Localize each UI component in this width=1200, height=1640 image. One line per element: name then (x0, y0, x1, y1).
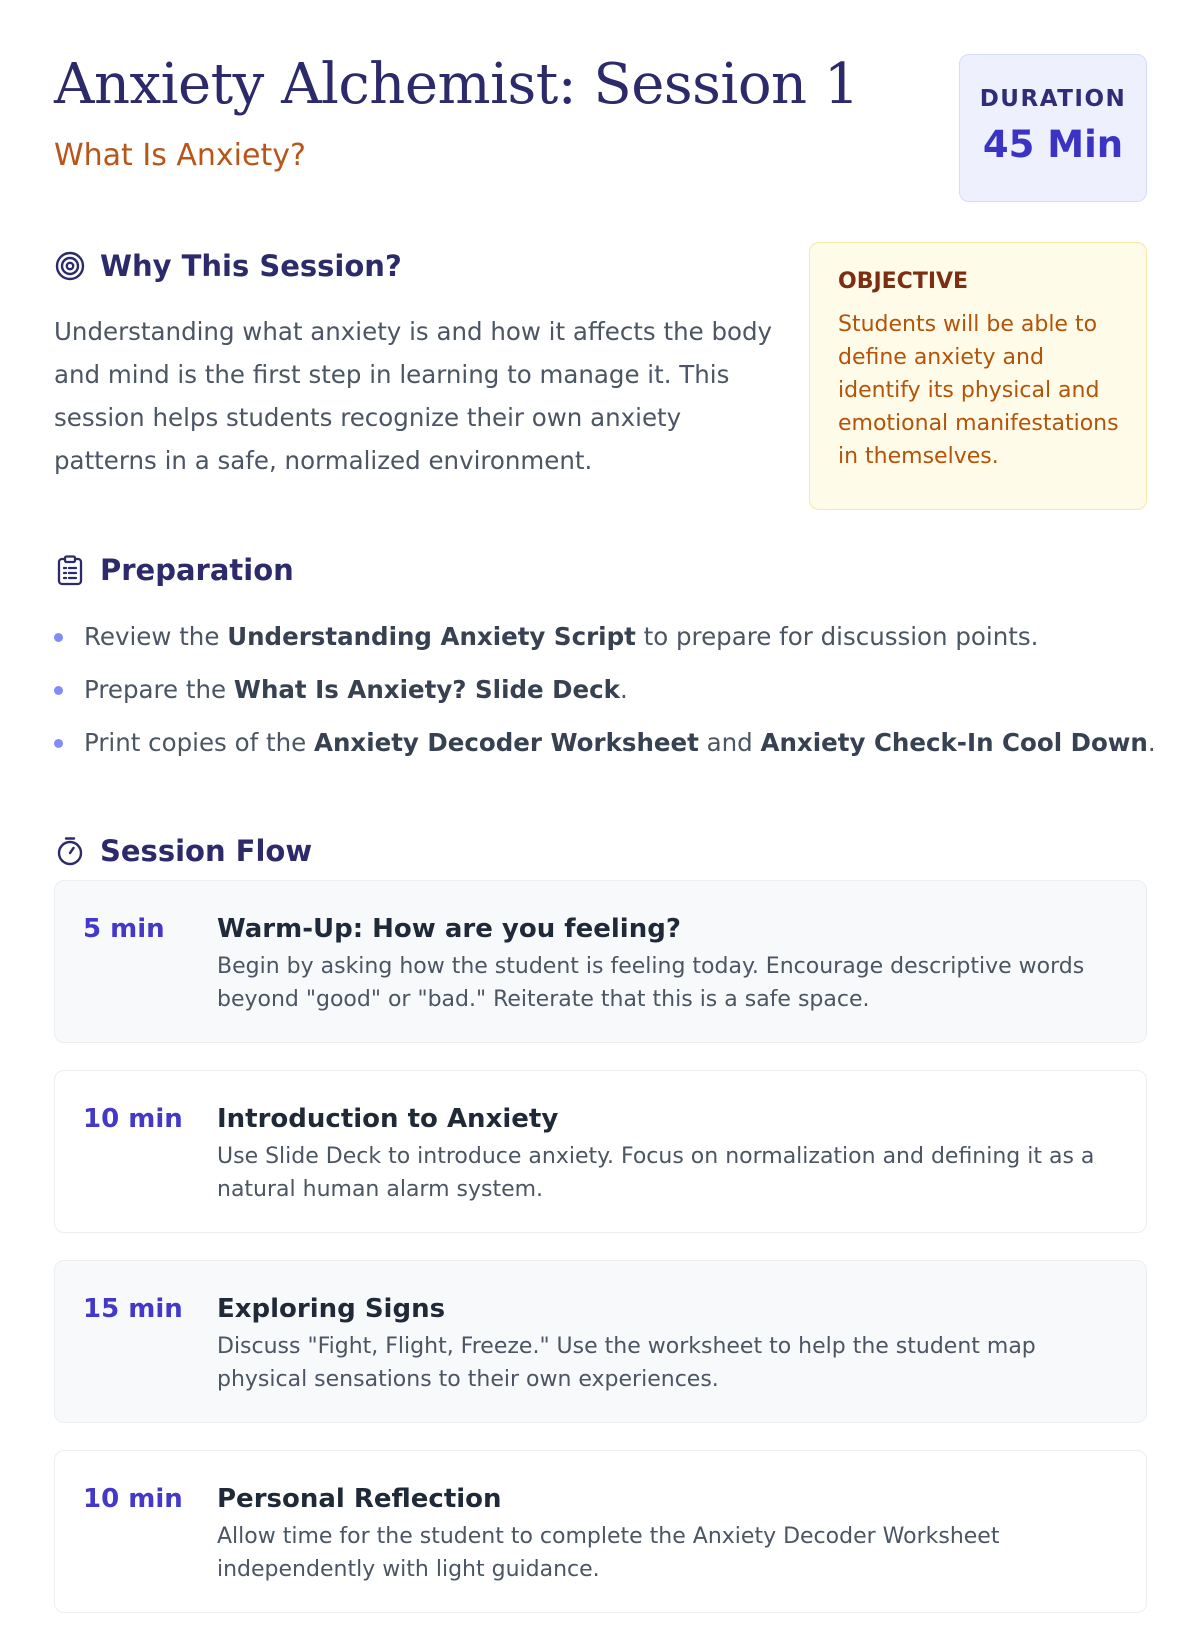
flow-step-card (54, 1260, 1147, 1423)
flow-step-title: Exploring Signs (217, 1294, 446, 1324)
flow-step-title: Warm-Up: How are you feeling? (217, 914, 681, 944)
session-flow-heading-text: Session Flow (100, 834, 313, 868)
flow-step-card (54, 1450, 1147, 1613)
why-section (54, 232, 1147, 550)
objective-card (809, 242, 1147, 510)
bullet-icon (54, 739, 63, 748)
objective-text: Students will be able to define anxiety and identify its physical and emotional manifestations in themselves. (838, 312, 1119, 469)
duration-label: DURATION (979, 86, 1127, 112)
page-title: Anxiety Alchemist: Session 1 (54, 52, 860, 117)
target-icon (54, 250, 86, 282)
flow-step-title: Introduction to Anxiety (217, 1104, 559, 1134)
preparation-list (54, 610, 1156, 769)
flow-step-title: Personal Reflection (217, 1484, 502, 1514)
flow-step-card (54, 1070, 1147, 1233)
session-flow-heading (54, 822, 1147, 880)
flow-step-description: Begin by asking how the student is feeling today. Encourage descriptive words beyond "good" or "bad." Reiterate that this is a safe space. (217, 954, 1085, 1012)
flow-step-description: Allow time for the student to complete the Anxiety Decoder Worksheet independently with light guidance. (217, 1524, 1000, 1582)
duration-value: 45 Min (982, 123, 1124, 166)
duration-card (959, 54, 1147, 202)
preparation-heading (54, 550, 1147, 590)
flow-step-time: 10 min (83, 1484, 183, 1514)
why-paragraph: Understanding what anxiety is and how it affects the body and mind is the first step in learning to manage it. This session helps students recognize their own anxiety patterns in a safe, normalized environment. (54, 317, 773, 475)
header (54, 0, 1147, 232)
bullet-icon (54, 686, 63, 695)
clipboard-icon (54, 554, 86, 586)
flow-step-time: 5 min (83, 914, 165, 944)
page-subtitle: What Is Anxiety? (54, 138, 306, 173)
stopwatch-icon (54, 835, 86, 867)
flow-step-description: Use Slide Deck to introduce anxiety. Focus on normalization and defining it as a natural human alarm system. (217, 1144, 1095, 1202)
list-item: Print copies of the Anxiety Decoder Worksheet and Anxiety Check-In Cool Down. (54, 716, 1147, 769)
bullet-icon (54, 633, 63, 642)
why-heading-text: Why This Session? (100, 249, 402, 283)
session-flow-section (54, 822, 1147, 1613)
flow-step-description: Discuss "Fight, Flight, Freeze." Use the worksheet to help the student map physical sensations to their own experiences. (217, 1334, 1036, 1392)
list-item: Review the Understanding Anxiety Script to prepare for discussion points. (54, 610, 1147, 663)
why-heading (54, 246, 774, 286)
flow-step-time: 10 min (83, 1104, 183, 1134)
preparation-section (54, 550, 1156, 822)
list-item: Prepare the What Is Anxiety? Slide Deck. (54, 663, 1147, 716)
flow-step-time: 15 min (83, 1294, 183, 1324)
objective-title: OBJECTIVE (838, 269, 969, 294)
lesson-page (54, 0, 1156, 1640)
flow-step-card (54, 880, 1147, 1043)
preparation-heading-text: Preparation (100, 553, 294, 587)
